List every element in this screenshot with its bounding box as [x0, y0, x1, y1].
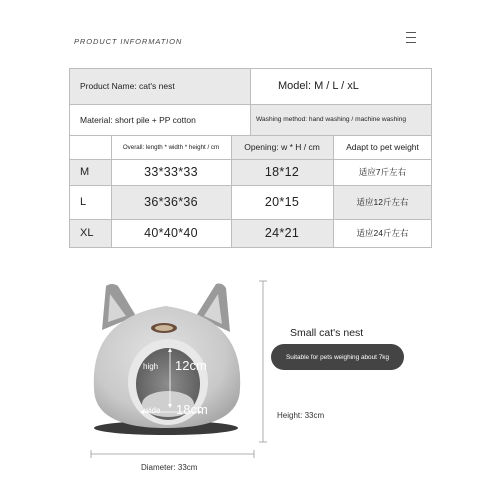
opening-width-label: wide: [144, 406, 161, 415]
header-weight: Adapt to pet weight: [346, 142, 419, 152]
product-size-title: Small cat's nest: [290, 327, 364, 339]
model-cell: Model: M / L / xL: [278, 80, 359, 92]
weight-suitability-badge: Suitable for pets weighing about 7kg: [271, 344, 404, 370]
overall-cell: 33*33*33: [144, 165, 198, 179]
page-header-title: PRODUCT INFORMATION: [74, 37, 183, 46]
opening-cell: 18*12: [231, 159, 333, 185]
weight-cell: 适应7斤左右: [358, 167, 407, 177]
product-name-cell: Product Name: cat's nest: [69, 68, 250, 104]
weight-cell: 适应12斤左右: [333, 185, 432, 219]
size-cell: L: [80, 196, 87, 208]
header-opening: Opening: w * H / cm: [231, 135, 333, 159]
material-cell: Material: short pile + PP cotton: [80, 114, 196, 125]
overall-cell: 40*40*40: [144, 226, 198, 240]
weight-cell: 适应24斤左右: [356, 228, 409, 238]
header-overall: Overall: length * width * height / cm: [122, 143, 220, 151]
opening-width-value: 18cm: [176, 402, 208, 417]
opening-height-label: high: [143, 362, 159, 371]
opening-height-value: 12cm: [175, 358, 207, 373]
size-cell: XL: [69, 219, 111, 247]
height-label: Height: 33cm: [277, 411, 325, 420]
size-cell: M: [69, 159, 111, 185]
overall-cell: 36*36*36: [111, 185, 231, 219]
opening-cell: 24*21: [231, 219, 333, 247]
washing-method-cell: Washing method: hand washing / machine washing: [250, 104, 432, 135]
diameter-label: Diameter: 33cm: [141, 463, 198, 472]
opening-cell: 20*15: [264, 195, 300, 209]
